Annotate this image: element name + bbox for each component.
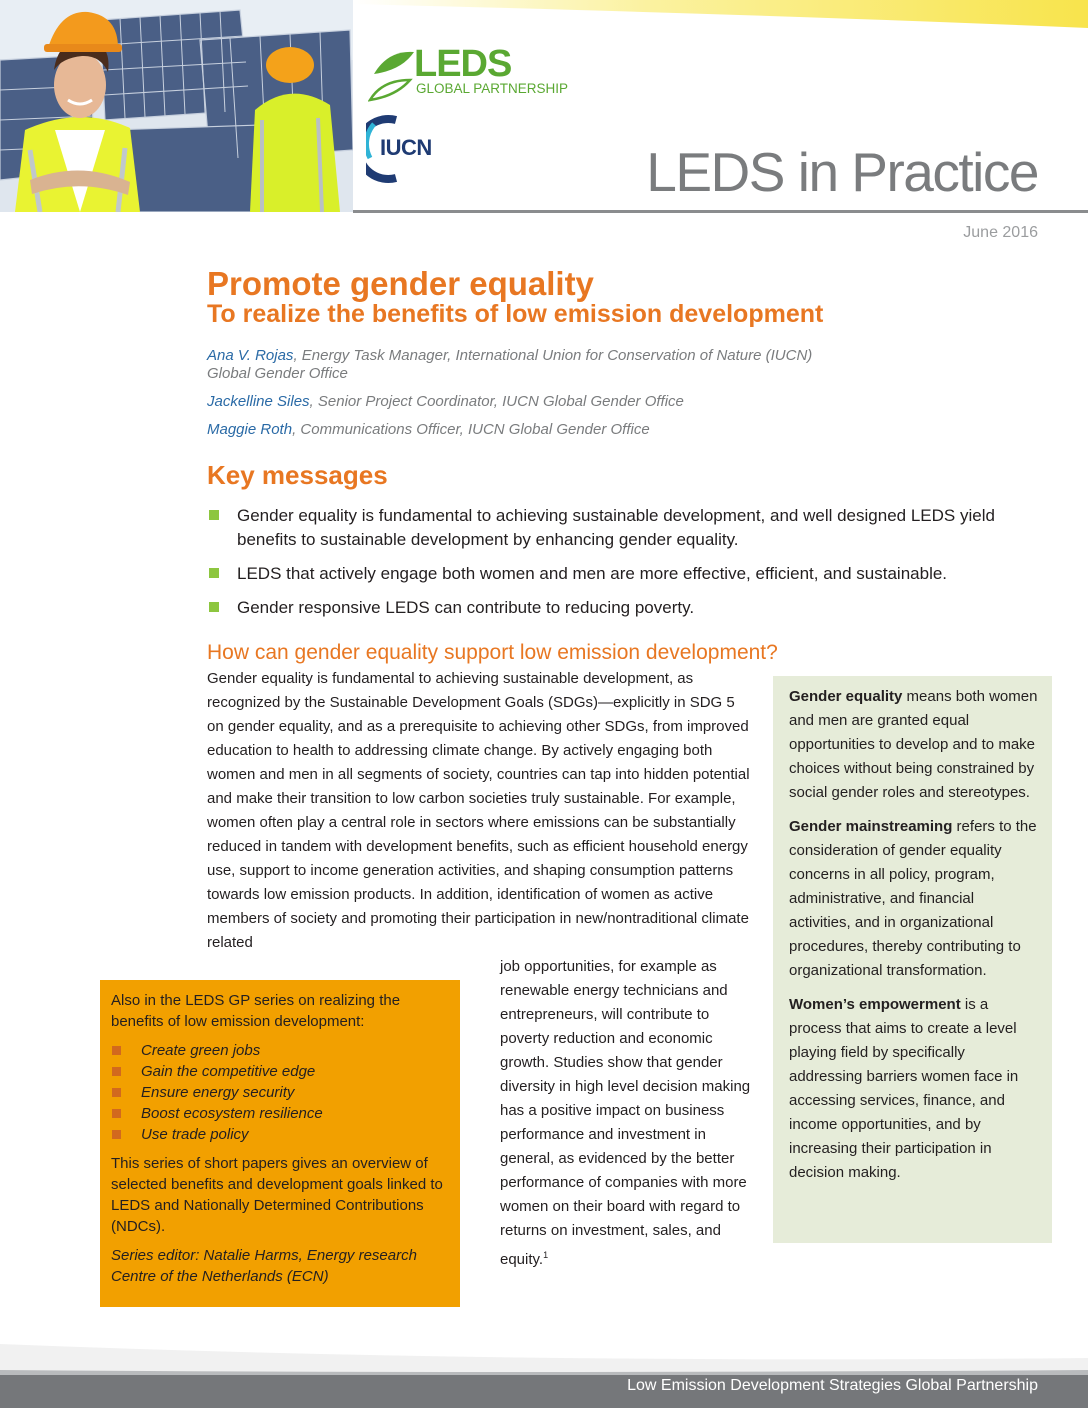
leds-logo-sub: GLOBAL PARTNERSHIP (416, 81, 569, 96)
author-role: , Senior Project Coordinator, IUCN Global Gender Office (309, 393, 684, 410)
bullet-square-icon (112, 1046, 121, 1055)
series-editor: Series editor: Natalie Harms, Energy research Centre of the Netherlands (ECN) (111, 1247, 417, 1285)
iucn-logo-text: IUCN (380, 135, 432, 160)
body-paragraph-continued: job opportunities, for example as renewable energy technicians and entrepreneurs, will contribute to poverty reduction and economic growth. Studies show that gender diversity in high level decision making has a positive impact on business performance and investment in general, as evidenced by the better performance of companies with more women on their board with regard to returns on investment, sales, and equity.$^1$ (500, 958, 751, 1268)
footnote-ref: 1 (543, 1250, 549, 1260)
bullet-square-icon (112, 1088, 121, 1097)
footer-text: Low Emission Development Strategies Global Partnership (627, 1377, 1038, 1394)
body-paragraph: Gender equality is fundamental to achieving sustainable development, as recognized by the Sustainable Development Goals (SDGs)—explicitly in SDG 5 on gender equality, and as a prerequisite to achieving other SDGs, from improved education to health to addressing climate change. By actively engaging both women and men in all segments of society, countries can tap into hidden potential and make their transition to low carbon societies truly sustainable. For example, women often play a central role in sectors where emissions can be substantially reduced in tandem with development benefits, such as efficient household energy use, support to income generation activities, and shaping consumption patterns towards low emission products. In addition, identification of women as active members of society and promoting their participation in new/nontraditional climate related (207, 670, 750, 951)
author-line (207, 393, 684, 411)
author-role-cont: Global Gender Office (207, 365, 348, 382)
bullet-square-icon (209, 602, 219, 612)
iucn-logo (366, 114, 446, 184)
author-name: Jackelline Siles (207, 393, 310, 410)
list-item: LEDS that actively engage both women and men are more effective, efficient, and sustainable. (207, 562, 1007, 586)
series-description: This series of short papers gives an overview of selected benefits and development goals linked to LEDS and Nationally Determined Contributions (NDCs). (111, 1155, 443, 1235)
series-item[interactable]: Use trade policy (111, 1124, 450, 1145)
leds-logo-main: LEDS (414, 43, 512, 85)
definition-gender-mainstreaming: Gender mainstreaming refers to the consideration of gender equality concerns in all policy, program, administrative, and financial activities, and in organizational procedures, thereby contributing to organizational transformation. (789, 818, 1037, 979)
leds-gp-logo (368, 43, 608, 106)
series-item[interactable]: Gain the competitive edge (111, 1061, 450, 1082)
list-item: Gender responsive LEDS can contribute to reducing poverty. (207, 596, 1007, 620)
page-subtitle: To realize the benefits of low emission development (207, 300, 824, 328)
author-name: Maggie Roth (207, 421, 293, 438)
section-heading: How can gender equality support low emission development? (207, 641, 778, 664)
leaf-icon (368, 46, 420, 104)
header-rule (353, 210, 1088, 213)
page-title: Promote gender equality (207, 265, 594, 302)
series-list (111, 1040, 450, 1145)
bullet-square-icon (112, 1109, 121, 1118)
bullet-square-icon (112, 1067, 121, 1076)
definition-womens-empowerment: Women’s empowerment is a process that aims to create a level playing field by specifically addressing barriers women face in accessing services, finance, and income opportunities, and by increasing their participation in decision making. (789, 996, 1019, 1181)
author-name: Ana V. Rojas (207, 347, 294, 364)
series-intro: Also in the LEDS GP series on realizing the benefits of low emission development: (111, 992, 401, 1030)
series-title: LEDS in Practice (646, 141, 1038, 203)
definitions-sidebar (773, 676, 1052, 1243)
bullet-square-icon (112, 1130, 121, 1139)
key-messages-list (207, 504, 1007, 630)
footer-slant (0, 1330, 1088, 1376)
author-line (207, 347, 812, 383)
series-info-box (100, 980, 460, 1307)
definition-gender-equality: Gender equality means both women and men are granted equal opportunities to develop and to make choices without being constrained by social gender roles and stereotypes. (789, 688, 1038, 801)
bullet-square-icon (209, 568, 219, 578)
author-line (207, 421, 650, 439)
series-item[interactable]: Create green jobs (111, 1040, 450, 1061)
author-role: , Communications Officer, IUCN Global Gender Office (292, 421, 650, 438)
header-photo-solar-workers (0, 0, 353, 212)
list-item: Gender equality is fundamental to achieving sustainable development, and well designed LEDS yield benefits to sustainable development by enhancing gender equality. (207, 504, 1007, 552)
author-role: , Energy Task Manager, International Union for Conservation of Nature (IUCN) (293, 347, 813, 364)
series-item[interactable]: Boost ecosystem resilience (111, 1103, 450, 1124)
publication-date: June 2016 (963, 224, 1038, 241)
bullet-square-icon (209, 510, 219, 520)
series-item[interactable]: Ensure energy security (111, 1082, 450, 1103)
decorative-green-lines (0, 212, 80, 1072)
key-messages-heading: Key messages (207, 460, 388, 490)
